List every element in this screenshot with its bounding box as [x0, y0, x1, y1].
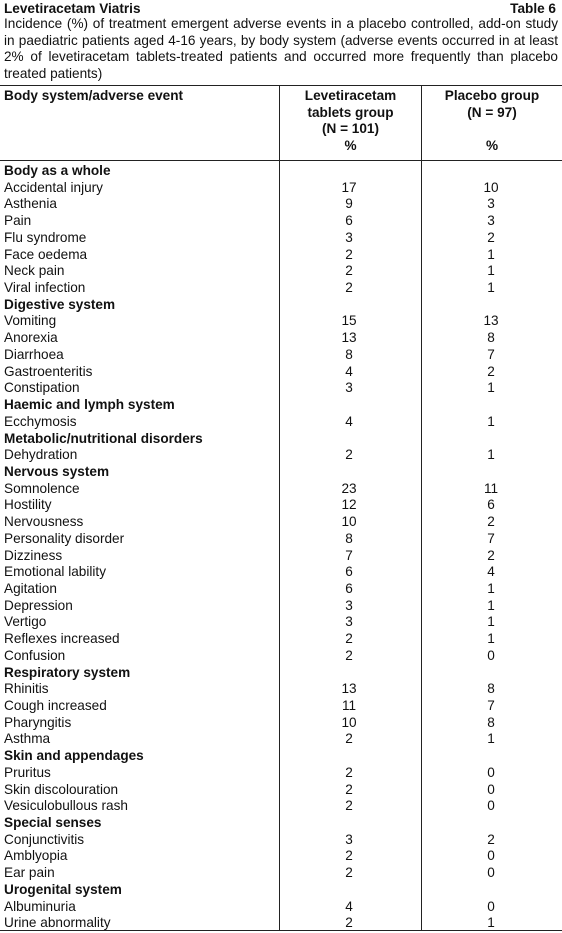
levetiracetam-percent: 2 [345, 263, 353, 279]
adverse-event-label: Asthenia [4, 196, 57, 212]
levetiracetam-percent: 9 [345, 196, 353, 212]
table-row [0, 832, 562, 849]
table-row [0, 330, 562, 347]
placebo-percent: 7 [487, 346, 495, 362]
table-row [0, 380, 562, 397]
levetiracetam-percent: 2 [345, 246, 353, 262]
levetiracetam-percent: 6 [345, 564, 353, 580]
table-row [0, 447, 562, 464]
adverse-event-label: Confusion [4, 647, 66, 663]
adverse-event-label: Face oedema [4, 246, 88, 262]
adverse-event-label: Urine abnormality [4, 915, 111, 931]
levetiracetam-percent: 6 [345, 213, 353, 229]
column-header-levetiracetam-line3: (N = 101) [321, 121, 380, 136]
adverse-event-label: Dehydration [4, 447, 78, 463]
column-header-body-system: Body system/adverse event [4, 88, 184, 103]
table-body [0, 163, 562, 932]
placebo-percent: 1 [487, 580, 495, 596]
levetiracetam-percent: 10 [341, 714, 357, 730]
placebo-percent: 13 [483, 313, 499, 329]
levetiracetam-percent: 2 [345, 764, 353, 780]
table-row [0, 848, 562, 865]
placebo-percent: 3 [487, 196, 495, 212]
table-row [0, 414, 562, 431]
levetiracetam-percent: 7 [345, 547, 353, 563]
document-header [4, 0, 556, 17]
table-row [0, 698, 562, 715]
placebo-percent: 7 [487, 698, 495, 713]
levetiracetam-percent: 13 [341, 681, 357, 697]
table-row [0, 481, 562, 498]
adverse-event-label: Neck pain [4, 263, 65, 279]
table-top-rule [0, 85, 562, 86]
section-row [0, 748, 562, 765]
adverse-event-label: Accidental injury [4, 179, 103, 195]
section-row [0, 163, 562, 180]
placebo-percent: 0 [487, 781, 495, 797]
adverse-event-label: Albuminuria [4, 898, 76, 914]
table-row [0, 564, 562, 581]
placebo-percent: 0 [487, 848, 495, 864]
placebo-percent: 1 [487, 413, 495, 429]
table-row [0, 347, 562, 364]
levetiracetam-percent: 4 [345, 898, 353, 914]
placebo-percent: 8 [487, 681, 495, 697]
table-row [0, 681, 562, 698]
levetiracetam-percent: 2 [345, 631, 353, 647]
table-row [0, 915, 562, 932]
placebo-percent: 0 [487, 764, 495, 780]
levetiracetam-percent: 2 [345, 798, 353, 814]
table-row [0, 263, 562, 280]
levetiracetam-percent: 15 [341, 313, 357, 329]
section-label: Skin and appendages [4, 748, 144, 764]
placebo-percent: 0 [487, 898, 495, 914]
levetiracetam-percent: 2 [345, 447, 353, 463]
table-row [0, 213, 562, 230]
table-row [0, 531, 562, 548]
levetiracetam-percent: 3 [345, 380, 353, 396]
section-row [0, 665, 562, 682]
table-row [0, 180, 562, 197]
placebo-percent: 2 [487, 229, 495, 245]
column-header-levetiracetam-line2: tablets group [307, 104, 394, 120]
adverse-event-label: Anorexia [4, 330, 58, 346]
table-number: Table 6 [510, 1, 556, 16]
levetiracetam-percent: 8 [345, 530, 353, 546]
table-row [0, 715, 562, 732]
table-row [0, 798, 562, 815]
placebo-percent: 7 [487, 530, 495, 546]
levetiracetam-percent: 3 [345, 614, 353, 630]
table-row [0, 230, 562, 247]
placebo-percent: 0 [487, 647, 495, 663]
placebo-percent: 4 [487, 564, 495, 580]
levetiracetam-percent: 2 [345, 731, 353, 747]
adverse-event-label: Agitation [4, 580, 57, 596]
table-row [0, 731, 562, 748]
adverse-event-label: Gastroenteritis [4, 363, 93, 379]
header-bottom-rule [0, 160, 562, 161]
placebo-percent: 6 [487, 497, 495, 513]
column-header-levetiracetam-unit: % [344, 137, 357, 153]
levetiracetam-percent: 23 [341, 480, 357, 496]
levetiracetam-percent: 8 [345, 346, 353, 362]
levetiracetam-percent: 11 [341, 698, 357, 713]
levetiracetam-percent: 10 [341, 514, 357, 530]
placebo-percent: 1 [487, 597, 495, 613]
placebo-percent: 1 [487, 380, 495, 396]
adverse-event-label: Viral infection [4, 280, 86, 296]
column-header-placebo-line2: (N = 97) [467, 104, 517, 120]
placebo-percent: 1 [487, 631, 495, 647]
levetiracetam-percent: 3 [345, 229, 353, 245]
adverse-event-label: Cough increased [4, 698, 107, 713]
table-row [0, 313, 562, 330]
column-header-levetiracetam [280, 88, 421, 154]
section-row [0, 464, 562, 481]
levetiracetam-percent: 2 [345, 280, 353, 296]
section-row [0, 397, 562, 414]
levetiracetam-percent: 6 [345, 580, 353, 596]
placebo-percent: 1 [487, 731, 495, 747]
adverse-event-label: Emotional lability [4, 564, 106, 580]
placebo-percent: 1 [487, 447, 495, 463]
adverse-event-label: Pharyngitis [4, 714, 72, 730]
adverse-event-label: Pruritus [4, 764, 51, 780]
section-label: Digestive system [4, 296, 116, 312]
section-label: Metabolic/nutritional disorders [4, 430, 203, 446]
table-row [0, 614, 562, 631]
adverse-event-label: Vertigo [4, 614, 47, 630]
section-label: Nervous system [4, 463, 110, 479]
adverse-event-label: Vesiculobullous rash [4, 798, 128, 814]
column-header-levetiracetam-line1: Levetiracetam [304, 88, 397, 103]
adverse-event-label: Nervousness [4, 514, 84, 530]
placebo-percent: 11 [483, 480, 499, 496]
section-label: Body as a whole [4, 163, 111, 178]
levetiracetam-percent: 12 [341, 497, 357, 513]
levetiracetam-percent: 4 [345, 413, 353, 429]
placebo-percent: 1 [487, 263, 495, 279]
adverse-event-label: Vomiting [4, 313, 57, 329]
adverse-event-label: Somnolence [4, 480, 80, 496]
levetiracetam-percent: 3 [345, 831, 353, 847]
table-row [0, 765, 562, 782]
placebo-percent: 0 [487, 798, 495, 814]
section-label: Respiratory system [4, 664, 131, 680]
table-row [0, 247, 562, 264]
table-row [0, 899, 562, 916]
placebo-percent: 8 [487, 330, 495, 346]
table-row [0, 497, 562, 514]
levetiracetam-percent: 17 [341, 179, 357, 195]
adverse-event-label: Reflexes increased [4, 631, 120, 647]
placebo-percent: 0 [487, 865, 495, 881]
table-row [0, 631, 562, 648]
section-row [0, 297, 562, 314]
levetiracetam-percent: 4 [345, 363, 353, 379]
placebo-percent: 8 [487, 714, 495, 730]
column-header-placebo [422, 88, 562, 154]
adverse-event-label: Ecchymosis [4, 413, 77, 429]
adverse-event-label: Ear pain [4, 865, 55, 881]
section-label: Haemic and lymph system [4, 397, 175, 413]
table-row [0, 648, 562, 665]
section-label: Special senses [4, 815, 102, 831]
column-header-placebo-spacer [422, 121, 562, 138]
table-row [0, 364, 562, 381]
placebo-percent: 2 [487, 363, 495, 379]
levetiracetam-percent: 2 [345, 647, 353, 663]
levetiracetam-percent: 2 [345, 781, 353, 797]
table-caption: Incidence (%) of treatment emergent adverse events in a placebo controlled, add-on study in paediatric patients aged 4-16 years, by body system (adverse events occurred in at least 2% of levetiracetam tablets-treated patients and occurred more frequently than placebo treated patients) [4, 16, 558, 81]
adverse-event-label: Skin discolouration [4, 781, 119, 797]
adverse-event-label: Rhinitis [4, 681, 49, 697]
section-row [0, 431, 562, 448]
table-row [0, 196, 562, 213]
table-row [0, 514, 562, 531]
adverse-event-label: Diarrhoea [4, 346, 64, 362]
column-header-placebo-unit: % [485, 137, 499, 153]
drug-title: Levetiracetam Viatris [4, 1, 141, 16]
levetiracetam-percent: 2 [345, 915, 353, 931]
table-row [0, 581, 562, 598]
placebo-percent: 1 [487, 614, 495, 630]
table-row [0, 782, 562, 799]
adverse-event-label: Flu syndrome [4, 229, 87, 245]
section-label: Urogenital system [4, 881, 122, 897]
adverse-event-label: Hostility [4, 497, 52, 513]
table-row [0, 280, 562, 297]
levetiracetam-percent: 2 [345, 848, 353, 864]
placebo-percent: 1 [487, 280, 495, 296]
section-row [0, 882, 562, 899]
adverse-event-label: Depression [4, 597, 73, 613]
placebo-percent: 2 [487, 547, 495, 563]
table-row [0, 865, 562, 882]
adverse-event-label: Conjunctivitis [4, 831, 85, 847]
placebo-percent: 2 [487, 831, 495, 847]
table-row [0, 598, 562, 615]
adverse-event-label: Amblyopia [4, 848, 68, 864]
section-row [0, 815, 562, 832]
adverse-event-label: Dizziness [4, 547, 63, 563]
adverse-event-label: Asthma [4, 731, 51, 747]
placebo-percent: 2 [487, 514, 495, 530]
placebo-percent: 1 [487, 915, 495, 931]
adverse-event-label: Pain [4, 213, 32, 229]
adverse-event-label: Personality disorder [4, 530, 125, 546]
column-header-placebo-line1: Placebo group [444, 88, 540, 103]
levetiracetam-percent: 3 [345, 597, 353, 613]
levetiracetam-percent: 2 [345, 865, 353, 881]
placebo-percent: 10 [483, 179, 499, 195]
table-row [0, 548, 562, 565]
adverse-event-label: Constipation [4, 380, 80, 396]
placebo-percent: 3 [487, 213, 495, 229]
levetiracetam-percent: 13 [341, 330, 357, 346]
placebo-percent: 1 [487, 246, 495, 262]
